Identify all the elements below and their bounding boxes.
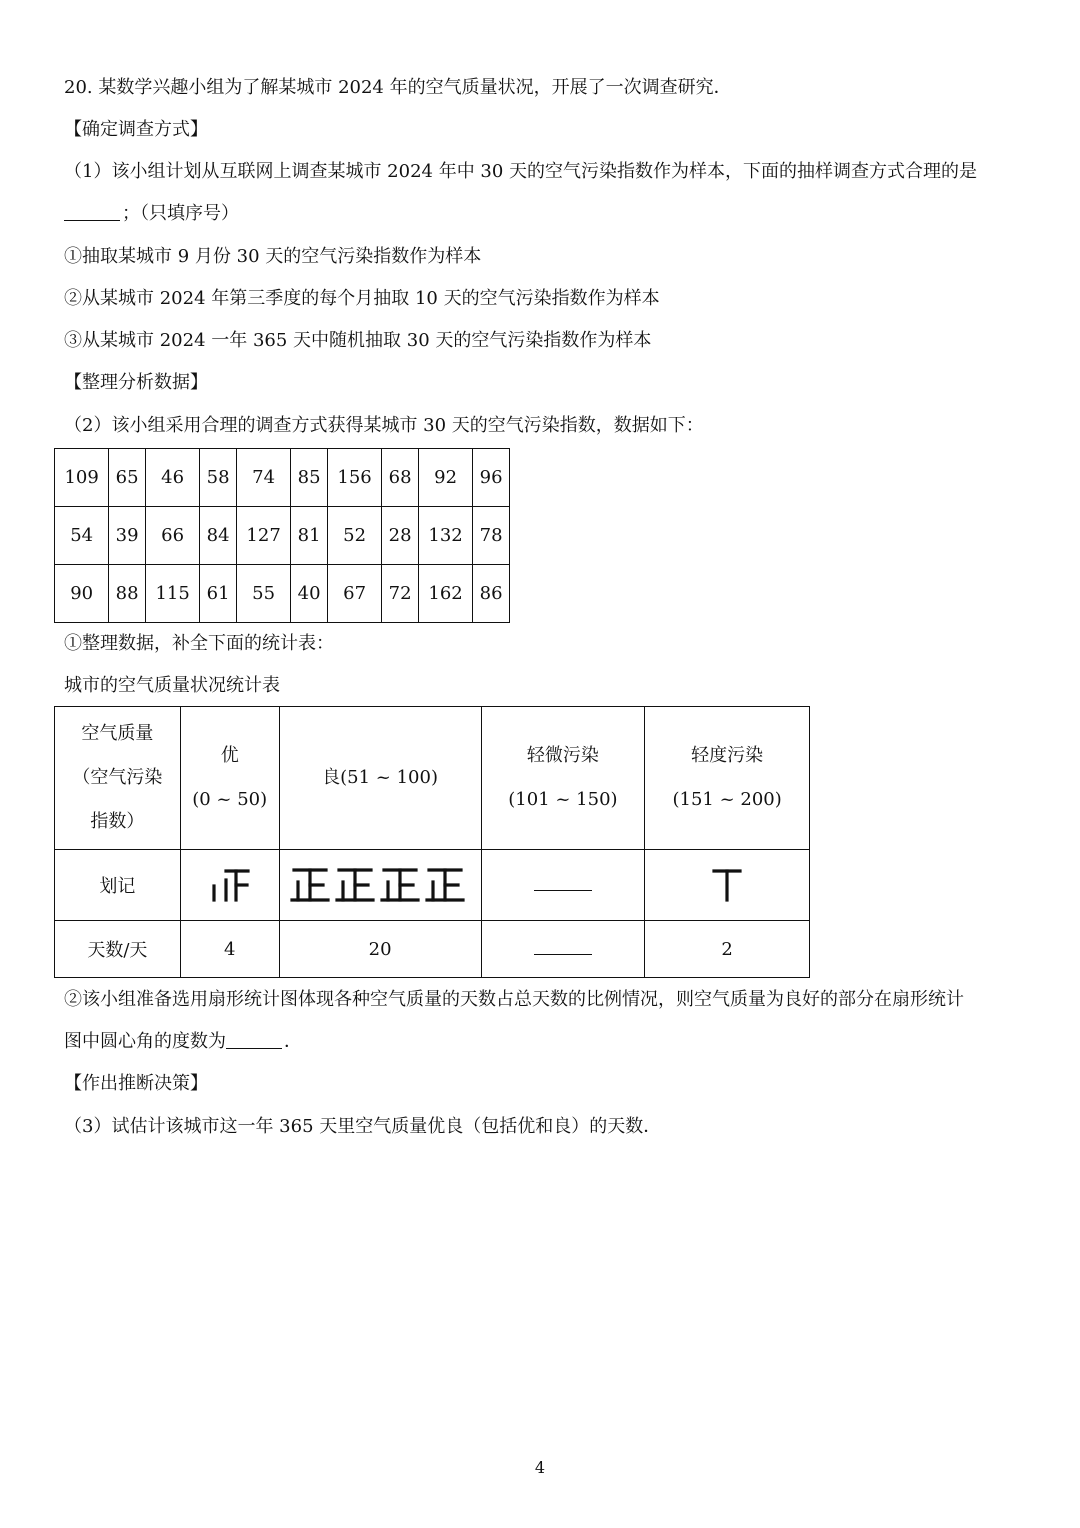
header-air-quality: 空气质量 （空气污染 指数）: [55, 707, 181, 850]
table-row: [55, 507, 510, 565]
option-2: ②从某城市 2024 年第三季度的每个月抽取 10 天的空气污染指数作为样本: [64, 288, 660, 309]
table-cell: 127: [236, 507, 290, 565]
part1-answer-line: ；（只填序号）: [64, 202, 239, 226]
table-cell: 156: [327, 449, 381, 507]
days-light: 2: [645, 921, 810, 978]
table-cell: 85: [291, 449, 328, 507]
part2-intro: （2）该小组采用合理的调查方式获得某城市 30 天的空气污染指数，数据如下：: [64, 415, 704, 436]
answer-blank: [534, 944, 592, 955]
part3-text: （3）试估计该城市这一年 365 天里空气质量优良（包括优和良）的天数．: [64, 1116, 662, 1137]
part1-text: （1）该小组计划从互联网上调查某城市 2024 年中 30 天的空气污染指数作为样本，下面的抽样调查方式合理的是: [64, 161, 978, 182]
option-3: ③从某城市 2024 一年 365 天中随机抽取 30 天的空气污染指数作为样本: [64, 330, 652, 351]
table-cell: 78: [473, 507, 510, 565]
table-caption: 城市的空气质量状况统计表: [64, 675, 280, 696]
table-cell: 92: [418, 449, 472, 507]
table-cell: 90: [55, 565, 109, 623]
tally-mark-2: [712, 868, 742, 902]
table-cell: 88: [109, 565, 146, 623]
table-cell: 67: [327, 565, 381, 623]
part2-sub2-answer-line: 图中圆心角的度数为 ．: [64, 1031, 302, 1052]
table-cell: 68: [382, 449, 419, 507]
header-light-pollution: 轻度污染 (151 ~ 200): [645, 707, 810, 850]
table-row: [55, 449, 510, 507]
tally-light: [645, 850, 810, 921]
table-cell: 40: [291, 565, 328, 623]
answer-blank: [226, 1030, 282, 1049]
table-row: [55, 565, 510, 623]
table-cell: 55: [236, 565, 290, 623]
pollution-data-table: [54, 448, 510, 623]
air-quality-stats-table: [54, 706, 810, 978]
part2-sub2-text: ②该小组准备选用扇形统计图体现各种空气质量的天数占总天数的比例情况，则空气质量为良好的部分在扇形统计: [64, 989, 964, 1010]
table-cell: 115: [145, 565, 199, 623]
header-good: 良(51 ~ 100): [279, 707, 481, 850]
days-excellent: 4: [180, 921, 279, 978]
tally-good: [279, 850, 481, 921]
table-cell: 58: [200, 449, 237, 507]
table-cell: 86: [473, 565, 510, 623]
table-cell: 28: [382, 507, 419, 565]
table-cell: 39: [109, 507, 146, 565]
table-cell: 61: [200, 565, 237, 623]
section-title-analyze-data: 【整理分析数据】: [64, 372, 208, 393]
part2-sub1: ①整理数据，补全下面的统计表：: [64, 633, 334, 654]
table-cell: 72: [382, 565, 419, 623]
page-number: 4: [534, 1458, 546, 1477]
table-cell: 46: [145, 449, 199, 507]
header-excellent: 优 (0 ~ 50): [180, 707, 279, 850]
section-title-survey-method: 【确定调查方式】: [64, 119, 208, 140]
tally-label: 划记: [55, 850, 181, 921]
tally-excellent: [180, 850, 279, 921]
header-slight-pollution: 轻微污染 (101 ~ 150): [481, 707, 645, 850]
table-cell: 66: [145, 507, 199, 565]
option-1: ①抽取某城市 9 月份 30 天的空气污染指数作为样本: [64, 246, 482, 267]
tally-mark-20: [290, 867, 470, 903]
table-cell: 74: [236, 449, 290, 507]
table-cell: 132: [418, 507, 472, 565]
table-cell: 109: [55, 449, 109, 507]
question-stem: 20. 某数学兴趣小组为了解某城市 2024 年的空气质量状况，开展了一次调查研究．: [64, 77, 732, 98]
tally-slight-blank: [481, 850, 645, 921]
tally-mark-4: [210, 868, 250, 902]
days-label: 天数/天: [55, 921, 181, 978]
table-cell: 84: [200, 507, 237, 565]
table-cell: 96: [473, 449, 510, 507]
days-slight-blank: [481, 921, 645, 978]
section-title-decision: 【作出推断决策】: [64, 1073, 208, 1094]
table-cell: 162: [418, 565, 472, 623]
answer-blank: [64, 202, 120, 221]
table-cell: 65: [109, 449, 146, 507]
table-cell: 81: [291, 507, 328, 565]
table-cell: 52: [327, 507, 381, 565]
days-good: 20: [279, 921, 481, 978]
answer-blank: [534, 880, 592, 891]
table-cell: 54: [55, 507, 109, 565]
